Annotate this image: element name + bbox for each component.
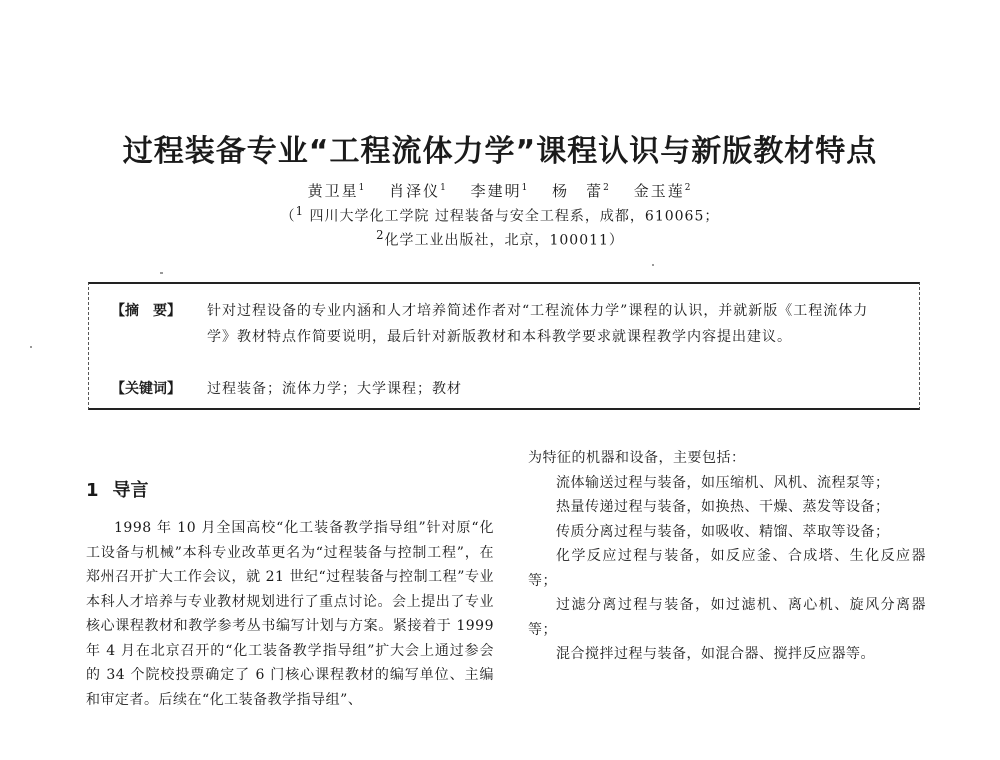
list-item: 混合搅拌过程与装备，如混合器、搅拌反应器等。 — [556, 646, 875, 662]
section-title: 导言 — [112, 480, 149, 501]
author-list — [0, 180, 1000, 201]
scan-speck — [652, 264, 654, 266]
section-number: 1 — [86, 480, 99, 501]
keywords-text: 过程装备；流体力学；大学课程；教材 — [207, 381, 462, 397]
list-item: 流体输送过程与装备，如压缩机、风机、流程泵等； — [556, 474, 890, 491]
abstract-text: 针对过程设备的专业内涵和人才培养简述作者对“工程流体力学”课程的认识，并就新版《工程流体力学》教材特点作简要说明，最后针对新版教材和本科教学要求就课程教学内容提出建议。 — [207, 303, 869, 345]
paragraph: 1998 年 10 月全国高校“化工装备教学指导组”针对原“化工设备与机械”本科专业改革更名为“过程装备与控制工程”，在郑州召开扩大工作会议，就 21 世纪“过程装备与控制工程”专业本科人才培养与专业教材规划进行了重点讨论。会上提出了专业核心课程教材和教学参考丛书编写计划与方案。紧接着于 1999 年 4 月在北京召开的“化工装备教学指导组”扩大会上通过参会的 34 个院校投票确定了 6 门核心课程教材的编写单位、主编和审定者。后续在“化工装备教学指导组”、 — [86, 520, 494, 708]
left-column — [86, 516, 494, 712]
list-item: 过滤分离过程与装备，如过滤机、离心机、旋风分离器等； — [528, 597, 926, 638]
list-item: 热量传递过程与装备，如换热、干燥、蒸发等设备； — [556, 499, 890, 515]
scan-speck — [30, 346, 32, 348]
abstract-box — [88, 282, 920, 410]
author: 杨 蕾$^2$ — [552, 182, 611, 200]
list-item: 化学反应过程与装备，如反应釜、合成塔、生化反应器等； — [528, 548, 926, 589]
affiliation-2: $^2$化学工业出版社，北京，100011） — [376, 228, 624, 249]
list-item: 传质分离过程与装备，如吸收、精馏、萃取等设备； — [556, 523, 890, 540]
author: 李建明$^1$ — [470, 182, 530, 200]
paper-title: 过程装备专业“工程流体力学”课程认识与新版教材特点 — [122, 134, 878, 169]
abstract-label: 【摘 要】 — [111, 303, 181, 319]
section-heading — [86, 476, 149, 502]
affiliation-1: （$^1$ 四川大学化工学院 过程装备与安全工程系，成都，610065； — [280, 204, 720, 225]
keywords-row — [111, 376, 207, 402]
author: 黄卫星$^1$ — [307, 182, 367, 200]
scan-speck — [160, 272, 163, 274]
paragraph: 为特征的机器和设备，主要包括： — [528, 450, 746, 466]
author: 金玉莲$^2$ — [633, 182, 693, 200]
author: 肖泽仪$^1$ — [389, 182, 448, 200]
right-column — [528, 446, 926, 667]
keywords-label: 【关键词】 — [111, 381, 181, 397]
